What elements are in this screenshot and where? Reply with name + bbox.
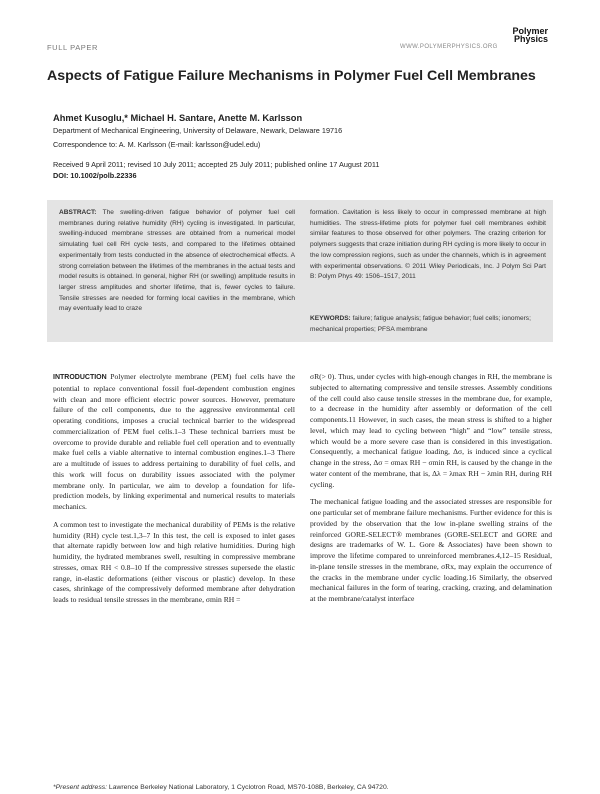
body-paragraph: A common test to investigate the mechanical durability of PEMs is the relative humidity (RH) cycle test.1,3–7 In this test, the cell is exposed to inlet gases that alternate rapidly between low and high relative humidities. During high humidity, the hydrated membranes swell, resulting in compressive membrane stresses, σmax RH < 0.8–10 If the compressive stresses supersede the elastic range, in-elastic deformations (either viscous or plastic) develop. In these cases, shrinkage of the compressively deformed membrane after dehydration leads to residual tensile stresses in the membrane, σmin RH = [53,519,295,604]
intro-text: Polymer electrolyte membrane (PEM) fuel cells have the potential to replace conventional fossil fuel-dependent combustion engines with clean and more efficient electric power sources. However, premature failure of the cell components, due to the aggressive environmental cell operating conditions, imposes a crucial technical barrier to the widespread commercialization of PEM fuel cells.1–3 These technical barriers must be overcome to provide durable and reliable fuel cell operation and to eventually make fuel cells a viable alternative to internal combustion engines.1–3 There are a multitude of issues to address pertaining to durability of fuel cells, and this work will focus on durability issues associated with the polymer membrane only. In particular, we aim to develop a foundation for life-prediction models, by linking experimental and numerical results to materials mechanics. [53,372,295,511]
section-label: FULL PAPER [47,43,99,52]
journal-url[interactable]: WWW.POLYMERPHYSICS.ORG [400,44,498,50]
body-paragraph: σR(> 0). Thus, under cycles with high-enough changes in RH, the membrane is subjected to alternating compressive and tensile stresses. Assembly conditions of the cell could also cause tensile stresses in the membrane due, for example, to a decrease in the humidity after assembly or deformation of the cell components.11 However, in such cases, the mean stress is shifted to a higher level, which may lead to cycling between “high” and “low” tensile stress, which would be a more severe case than is considered in this investigation. Consequently, a mechanical fatigue loading, Δσ, is induced since a cyclical change in the stress, Δσ = σmax RH − σmin RH, is caused by the change in the water content of the membrane, that is, Δλ = λmax RH − λmin RH, during RH cycling. [310,372,552,489]
journal-logo-line2: Physics [513,34,548,44]
doi[interactable]: DOI: 10.1002/polb.22336 [53,171,137,180]
article-title: Aspects of Fatigue Failure Mechanisms in Polymer Fuel Cell Membranes [47,68,536,84]
body-right-column [310,372,552,612]
received-dates: Received 9 April 2011; revised 10 July 2011; accepted 25 July 2011; published online 17 August 2011 [53,160,380,169]
author-list: Ahmet Kusoglu,* Michael H. Santare, Anette M. Karlsson [53,113,303,123]
correspondence: Correspondence to: A. M. Karlsson (E-mail: karlsson@udel.edu) [53,140,261,149]
abstract-right-column [310,208,546,283]
footnote-label: *Present address: [53,784,108,791]
journal-logo [500,27,548,43]
intro-label: INTRODUCTION [53,374,107,381]
footnote-text: Lawrence Berkeley National Laboratory, 1 Cyclotron Road, MS70-108B, Berkeley, CA 94720. [108,784,389,791]
footnote [53,784,389,791]
keywords-label: KEYWORDS: [310,315,351,322]
body-paragraph: The mechanical fatigue loading and the associated stresses are responsible for one particular set of membrane failure mechanisms. Further evidence for this is provided by the observation that the low in-plane swelling strains of the reinforced GORE-SELECT® membranes (GORE-SELECT and GORE and designs are trademarks of W. L. Gore & Associates) have been shown to improve the lifetime compared to unreinforced membranes.4,12–15 Residual, in-plane tensile stresses in the membrane, σRx, may explain the occurrence of the cracks in the membrane under cyclic loading.16 Similarly, the observed mechanical failures in the form of tearing, cracking, crazing, and delamination at the membrane/catalyst interface [310,497,552,603]
keywords [310,314,546,335]
abstract-label: ABSTRACT: [59,209,97,216]
journal-logo-line1: Polymer [512,26,548,36]
body-left-column [53,372,295,613]
abstract-left-column [59,208,295,315]
abstract-text-left: The swelling-driven fatigue behavior of polymer fuel cell membranes during relative humidity (RH) cycling is investigated. In particular, swelling-induced membrane stresses are obtained from a numerical model simulating fuel cell RH cycle tests, and compared to the lifetimes obtained experimentally from tests conducted in the absence of electrochemical effects. A strong correlation between the lifetimes of the membranes in the actual tests and model results is obtained. In general, higher RH (or swelling) amplitude results in larger stress amplitudes and shorter lifetime, that is, fewer cycles to failure. Tensile stresses are needed for forming local cavities in the membrane, which may eventually lead to craze [59,209,295,313]
keywords-list: failure; fatigue analysis; fatigue behavior; fuel cells; ionomers; mechanical properties; PFSA membrane [310,315,531,333]
affiliation: Department of Mechanical Engineering, University of Delaware, Newark, Delaware 19716 [53,126,343,135]
intro-paragraph [53,372,295,513]
abstract-text-right: formation. Cavitation is less likely to occur in compressed membrane at high humidities. The stress-lifetime plots for polymer fuel cell membranes exhibit similar features to those observed for other polymers. The crazing criterion for polymers suggests that craze initiation during RH cycling is more likely to occur in the low compression regions, such as under the channels, which is in agreement with experimental observations. © 2011 Wiley Periodicals, Inc. J Polym Sci Part B: Polym Phys 49: 1506–1517, 2011 [310,209,546,281]
